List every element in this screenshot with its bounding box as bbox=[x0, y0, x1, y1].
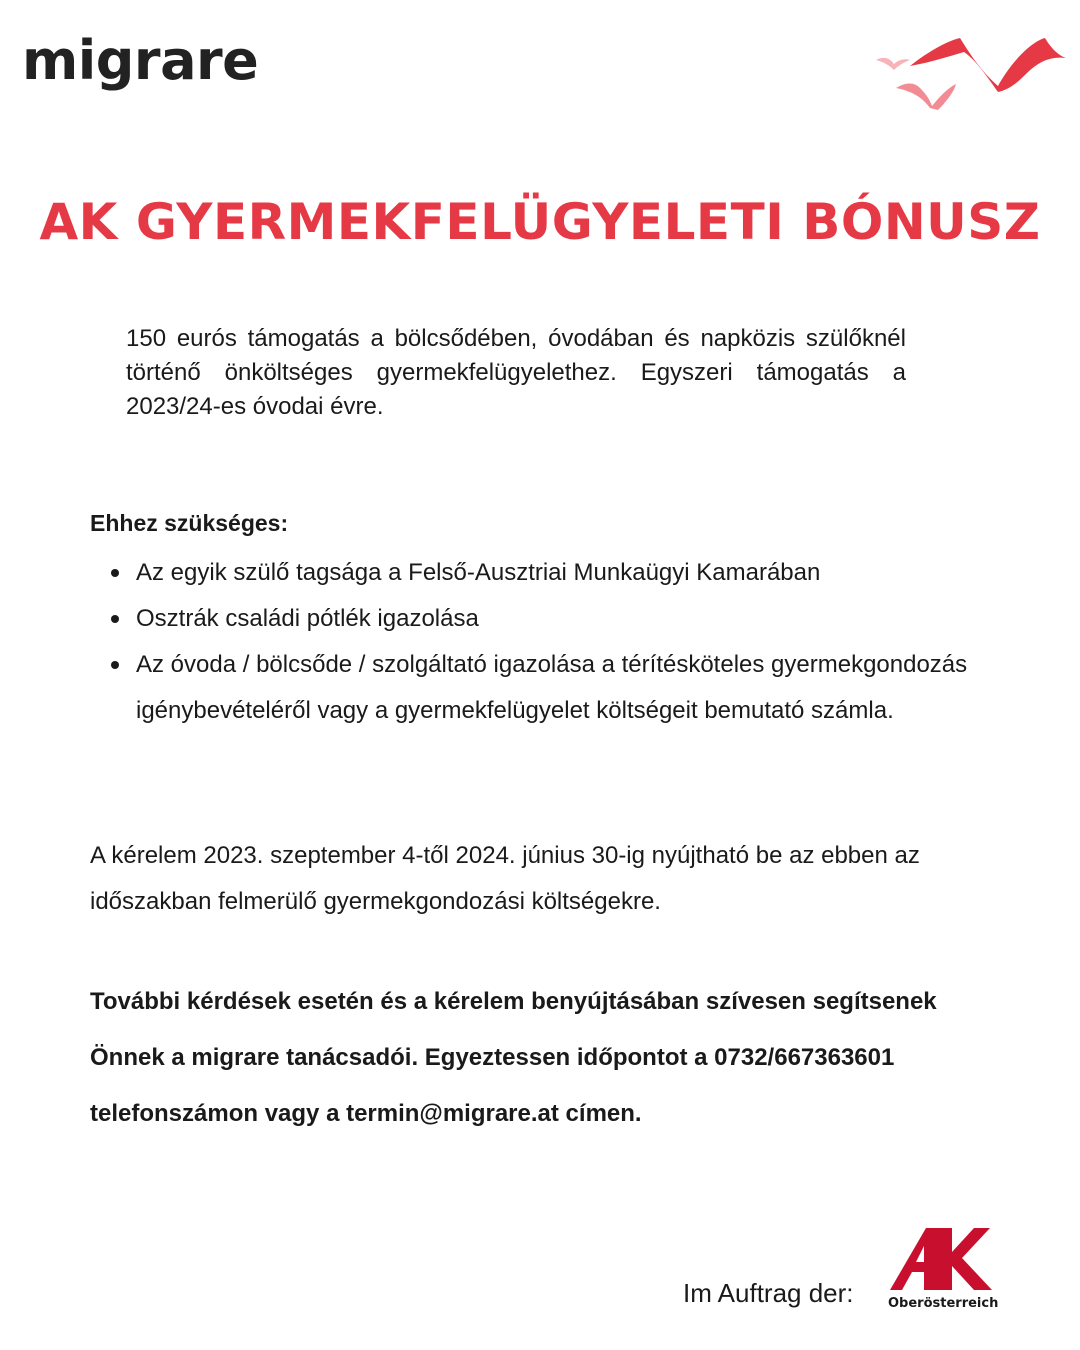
requirements-heading: Ehhez szükséges: bbox=[90, 510, 289, 536]
footer-label: Im Auftrag der: bbox=[683, 1278, 854, 1308]
list-item bbox=[136, 642, 1016, 734]
list-item bbox=[136, 596, 1016, 642]
ak-letter-a bbox=[890, 1228, 938, 1290]
page-title: AK GYERMEKFELÜGYELETI BÓNUSZ bbox=[39, 193, 1041, 251]
migrare-logo: migrare bbox=[22, 29, 259, 92]
bullet-icon bbox=[111, 615, 119, 623]
ak-logo-subtext: Oberösterreich bbox=[888, 1296, 999, 1311]
bullet-icon bbox=[111, 569, 119, 577]
contact-paragraph: További kérdések esetén és a kérelem benyújtásában szívesen segítsenek Önnek a migrare tanácsadói. Egyeztessen időpontot a 0732/667363601 telefonszámon vagy a termin@migrare.at címen. bbox=[90, 988, 937, 1127]
small-bird-shape bbox=[876, 58, 910, 70]
medium-bird-shape bbox=[896, 84, 956, 111]
bullet-icon bbox=[111, 661, 119, 669]
list-item-text: Az óvoda / bölcsőde / szolgáltató igazolása a térítésköteles gyermekgondozás igénybevételéről vagy a gyermekfelügyelet költségeit bemutató számla. bbox=[136, 651, 968, 724]
list-item bbox=[136, 550, 1016, 596]
ak-letter-k bbox=[938, 1228, 992, 1290]
list-item-text: Osztrák családi pótlék igazolása bbox=[136, 605, 479, 632]
intro-paragraph: 150 eurós támogatás a bölcsődében, óvodában és napközis szülőknél történő önköltséges gyermekfelügyelethez. Egyszeri támogatás a 2023/24-es óvodai évre. bbox=[126, 325, 906, 420]
list-item-text: Az egyik szülő tagsága a Felső-Ausztriai Munkaügyi Kamarában bbox=[136, 559, 821, 586]
deadline-paragraph: A kérelem 2023. szeptember 4-től 2024. június 30-ig nyújtható be az ebben az időszakban felmerülő gyermekgondozási költségekre. bbox=[90, 842, 920, 915]
requirements-list bbox=[90, 550, 1016, 734]
large-bird-shape bbox=[910, 38, 1066, 92]
birds-icon bbox=[870, 30, 1070, 120]
